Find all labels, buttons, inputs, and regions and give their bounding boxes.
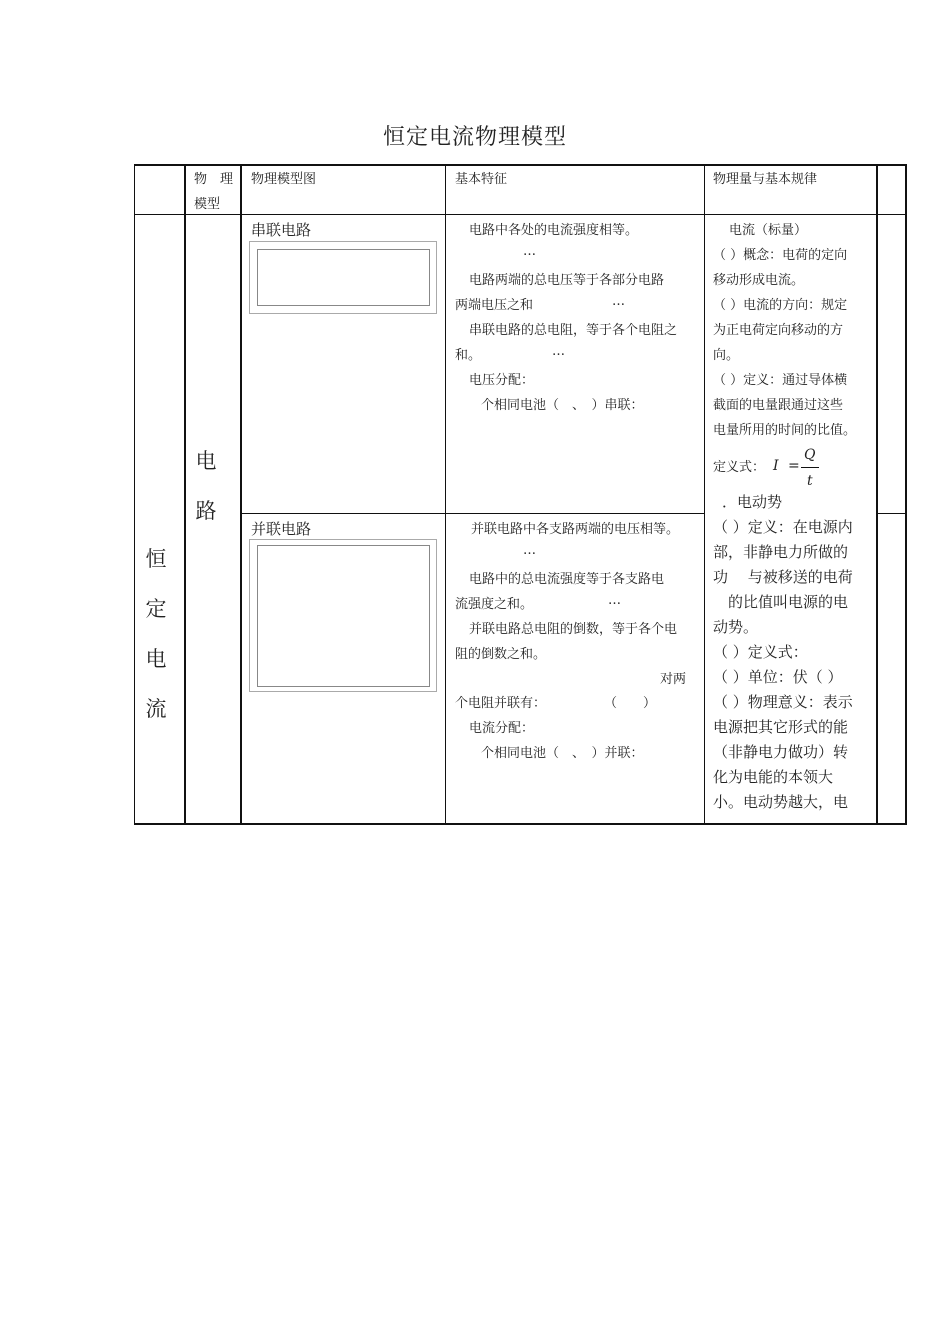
emf-heading: ．电动势	[722, 493, 783, 511]
header-laws: 物理量与基本规律	[713, 172, 818, 187]
parallel-circuit-label: 并联电路	[251, 520, 312, 538]
header-model: 物 理 模型	[194, 172, 234, 212]
header-diagram: 物理模型图	[251, 172, 317, 187]
formula-i: I	[773, 458, 779, 474]
model-label: 电 路	[195, 449, 217, 523]
series-circuit-label: 串联电路	[251, 221, 312, 239]
header-features: 基本特征	[455, 172, 508, 187]
definition-formula-label: 定义式：	[713, 460, 766, 475]
formula-t: t	[807, 473, 813, 489]
series-diagram-placeholder	[257, 249, 430, 306]
fraction-bar	[801, 467, 819, 468]
formula-q: Q	[804, 447, 816, 463]
category-label: 恒 定 电 流	[145, 547, 167, 721]
formula-equals: =	[788, 458, 800, 474]
parallel-diagram-placeholder	[257, 545, 430, 687]
page-title: 恒定电流物理模型	[382, 125, 567, 150]
